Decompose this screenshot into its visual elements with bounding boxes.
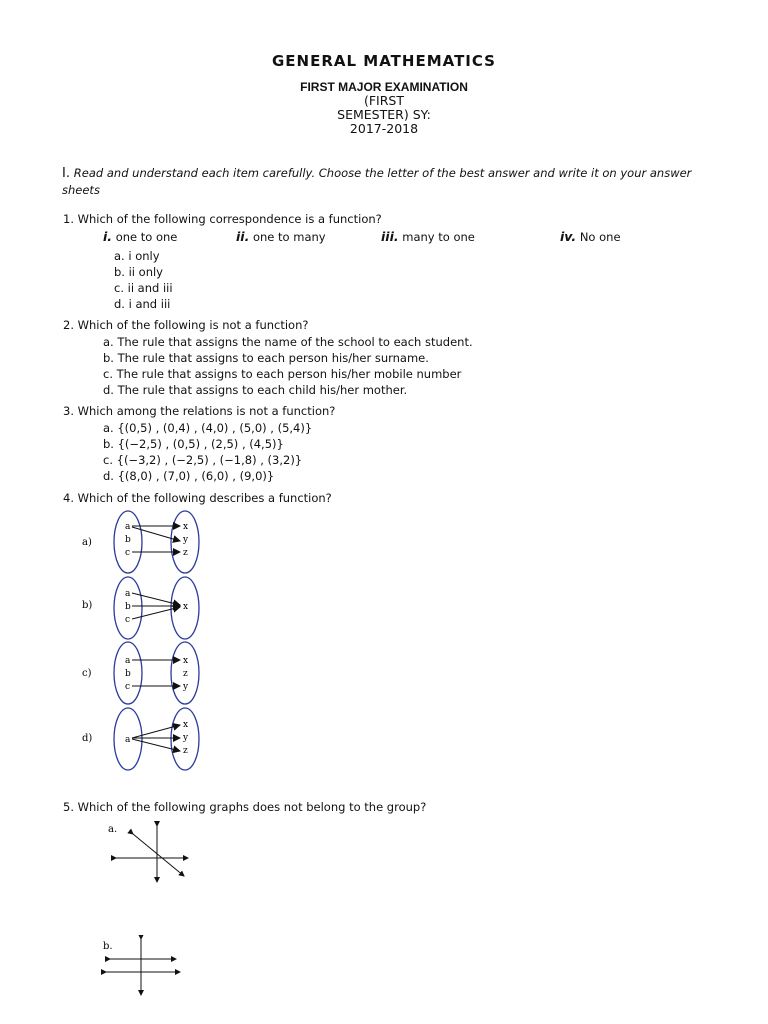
page-title: GENERAL MATHEMATICS [272,52,496,70]
semester-line-2: SEMESTER) SY: [337,107,431,122]
question-5: 5. Which of the following graphs does not belong to the group? [63,800,427,814]
q2-options [103,334,473,398]
option-item: c. The rule that assigns to each person his/her mobile number [103,367,462,381]
question-4: 4. Which of the following describes a function? [63,491,332,505]
roman-item-3: iii. many to one [381,229,475,244]
mapping-arrow [132,725,180,738]
domain-element: a [125,656,131,666]
option-item: a. {(0,5) , (0,4) , (4,0) , (5,0) , (5,4)} [103,421,313,435]
option-item: c. {(−3,2) , (−2,5) , (−1,8) , (3,2)} [103,453,303,467]
mapping-diagram-b [82,577,199,639]
domain-element: c [125,682,131,692]
graph-b [100,935,200,1000]
graph-line [133,834,184,876]
range-element: z [183,669,188,679]
roman-item-4: iv. No one [560,229,621,244]
option-item: a. The rule that assigns the name of the school to each student. [103,335,473,349]
domain-element: c [125,615,131,625]
option-item: a. i only [114,249,160,263]
domain-element: a [125,735,131,745]
q3-options [103,420,312,484]
domain-element: b [125,535,131,545]
option-item: d. {(8,0) , (7,0) , (6,0) , (9,0)} [103,469,275,483]
domain-element: c [125,548,131,558]
q1-options [114,248,173,312]
range-element: x [183,720,189,730]
range-element: y [183,733,189,743]
diagram-label: d) [82,733,93,744]
mapping-diagrams [70,505,230,780]
graph-label: b. [103,941,113,952]
instructions [62,165,722,198]
question-1: 1. Which of the following correspondence is a function? [63,212,382,226]
range-element: z [183,746,188,756]
domain-element: a [125,522,131,532]
option-item: b. {(−2,5) , (0,5) , (2,5) , (4,5)} [103,437,284,451]
option-item: d. The rule that assigns to each child his/her mother. [103,383,408,397]
range-element: y [183,535,189,545]
domain-element: b [125,669,131,679]
instructions-text: Read and understand each item carefully. Choose the letter of the best answer and write it on your answer sheets [62,166,692,197]
range-element: x [183,602,189,612]
domain-element: b [125,602,131,612]
exam-subtitle: FIRST MAJOR EXAMINATION [300,80,468,94]
graph-a [100,818,200,888]
question-3: 3. Which among the relations is not a function? [63,404,336,418]
semester-line-1: (FIRST [363,93,404,108]
diagram-label: b) [82,600,93,611]
roman-item-2: ii. one to many [236,229,326,244]
diagram-label: c) [82,668,92,679]
instructions-number: I. [62,166,70,181]
option-item: b. The rule that assigns to each person his/her surname. [103,351,429,365]
option-item: b. ii only [114,265,163,279]
mapping-arrow [132,739,180,751]
graph-label: a. [108,824,118,835]
semester-line-3: 2017-2018 [349,121,419,136]
question-2: 2. Which of the following is not a function? [63,318,309,332]
range-element: x [183,656,189,666]
domain-element: a [125,589,131,599]
mapping-diagram-c [82,642,199,704]
option-item: d. i and iii [114,297,171,311]
option-item: c. ii and iii [114,281,173,295]
mapping-diagram-d [82,708,199,770]
diagram-label: a) [82,537,92,548]
roman-item-1: i. one to one [103,229,178,244]
mapping-arrow [132,607,180,619]
range-element: x [183,522,189,532]
range-element: y [183,682,189,692]
range-element: z [183,548,188,558]
mapping-diagram-a [82,511,199,573]
